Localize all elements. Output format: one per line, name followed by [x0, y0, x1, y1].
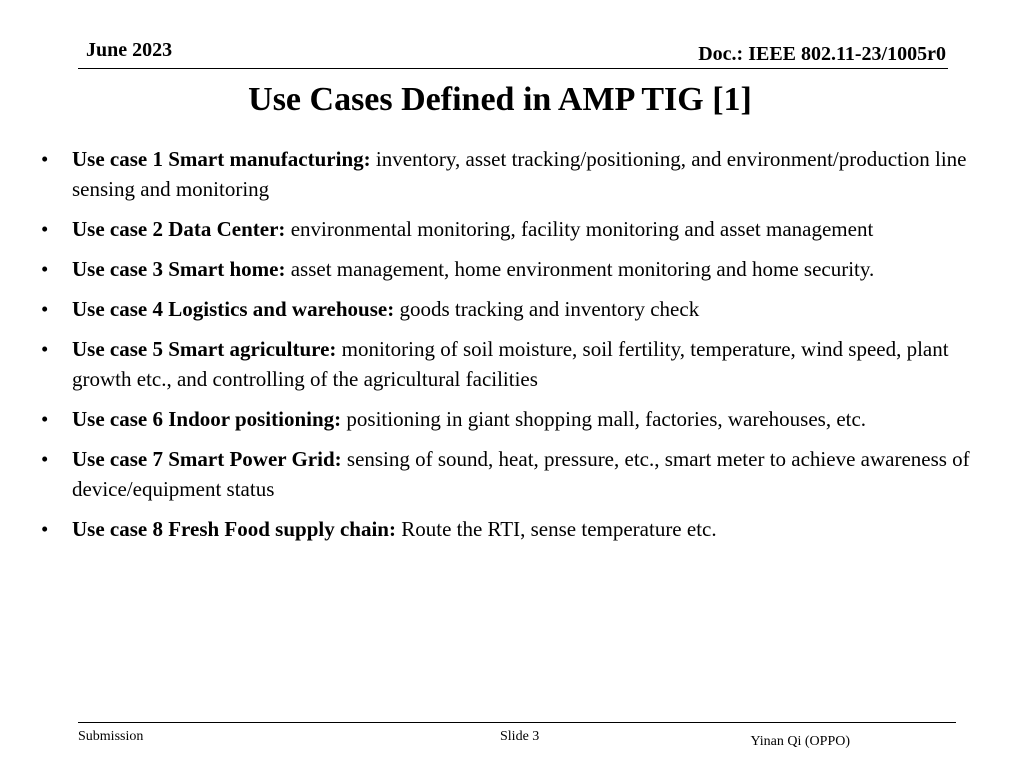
header-doc-id: Doc.: IEEE 802.11-23/1005r0 [698, 43, 946, 65]
use-case-item [41, 294, 972, 324]
use-case-description: environmental monitoring, facility monitoring and asset management [290, 217, 874, 241]
use-case-description: sensing of sound, heat, pressure, etc., smart meter to achieve awareness of device/equipment status [72, 447, 970, 501]
header-divider [78, 68, 948, 69]
use-case-label: Use case 3 Smart home: [72, 257, 286, 281]
use-case-label: Use case 4 Logistics and warehouse: [72, 297, 395, 321]
use-case-description: inventory, asset tracking/positioning, and environment/production line sensing and monitoring [72, 147, 967, 201]
use-case-label: Use case 8 Fresh Food supply chain: [72, 517, 396, 541]
bullet-icon: • [41, 147, 49, 171]
use-case-label: Use case 6 Indoor positioning: [72, 407, 342, 431]
use-case-description: monitoring of soil moisture, soil fertility, temperature, wind speed, plant growth etc., and controlling of the agricultural facilities [72, 337, 949, 391]
use-case-description: asset management, home environment monitoring and home security. [290, 257, 875, 281]
use-case-item [41, 144, 972, 204]
use-case-description: Route the RTI, sense temperature etc. [401, 517, 717, 541]
use-case-label: Use case 5 Smart agriculture: [72, 337, 337, 361]
use-case-label: Use case 1 Smart manufacturing: [72, 147, 371, 171]
header-date: June 2023 [86, 39, 173, 61]
use-case-label: Use case 7 Smart Power Grid: [72, 447, 342, 471]
bullet-icon: • [41, 337, 49, 361]
bullet-icon: • [41, 297, 49, 321]
use-case-item [41, 214, 972, 244]
footer-author: Yinan Qi (OPPO) [750, 734, 850, 749]
use-case-item [41, 404, 972, 434]
bullet-icon: • [41, 517, 49, 541]
use-case-item [41, 444, 972, 504]
use-case-label: Use case 2 Data Center: [72, 217, 286, 241]
bullet-icon: • [41, 407, 49, 431]
use-case-item [41, 334, 972, 394]
bullet-icon: • [41, 217, 49, 241]
footer-slide-number: Slide 3 [500, 729, 540, 744]
use-case-item [41, 254, 972, 284]
bullet-icon: • [41, 257, 49, 281]
use-case-description: positioning in giant shopping mall, factories, warehouses, etc. [346, 407, 867, 431]
use-case-list [41, 144, 972, 554]
bullet-icon: • [41, 447, 49, 471]
footer-submission: Submission [78, 729, 144, 744]
use-case-item [41, 514, 972, 544]
use-case-description: goods tracking and inventory check [399, 297, 700, 321]
footer-divider [78, 722, 956, 723]
slide-title: Use Cases Defined in AMP TIG [1] [248, 81, 752, 118]
